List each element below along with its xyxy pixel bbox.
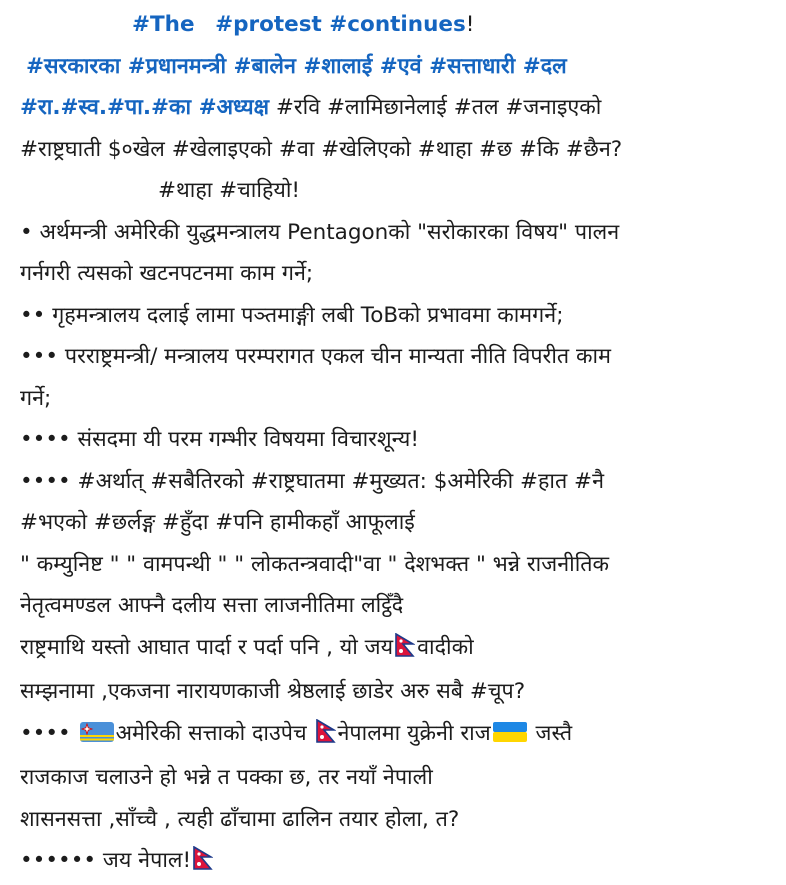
nepal-flag-icon — [316, 716, 336, 758]
text-us-strategy: अमेरिकी सत्ताको दाउपेच — [115, 720, 307, 746]
bullet-foreign-ministry-cont: गर्ने; — [20, 385, 52, 411]
text-line-question: #राष्ट्रघाती $०खेल #खेलाइएको #वा #खेलिएको #थाहा #छ #कि #छैन? — [20, 136, 623, 162]
text-line-jai-nepal — [20, 840, 766, 885]
text-ukraine-rule: नेपालमा युक्रेनी राज — [337, 720, 491, 746]
text-line-attack — [20, 627, 766, 672]
ukraine-flag-icon — [493, 716, 527, 758]
text-vadiko: वादीको — [417, 634, 474, 660]
hashtag-party-chair[interactable]: #रा.#स्व.#पा.#का #अध्यक्ष — [20, 95, 269, 120]
text-line-memory: सम्झनामा ,एकजना नारायणकाजी श्रेष्ठलाई छाडेर अरु सबै #चूप? — [20, 679, 526, 704]
hashtag-government-text[interactable]: #सरकारका #प्रधानमन्त्री #बालेन #शालाई #एवं #सत्ताधारी #दल — [26, 53, 567, 79]
hashtag-protest-continues[interactable]: #protest #continues — [215, 12, 466, 37]
hashtag-line-government[interactable] — [20, 46, 766, 88]
bullet-that-is: •••• #अर्थात् #सबैतिरको #राष्ट्रघातमा #मुख्यत: $अमेरिकी #हात #नै — [20, 468, 605, 494]
bullet-foreign-ministry: ••• परराष्ट्रमन्त्री/ मन्त्रालय परम्परागत एकल चीन मान्यता नीति विपरीत काम — [20, 344, 611, 369]
aruba-flag-icon — [80, 716, 114, 758]
bullet-finance-minister: • अर्थमन्त्री अमेरिकी युद्धमन्त्रालय Pentagonको "सरोकारका विषय" पालन — [20, 219, 620, 245]
text-ravi: #रवि #लामिछानेलाई #तल #जनाइएको — [269, 95, 602, 120]
text-line-ready: शासनसत्ता ,साँच्चै , त्यही ढाँचामा ढालिन तयार होला, त? — [20, 806, 460, 832]
text-line-labels: " कम्युनिष्ट " " वामपन्थी " " लोकतन्त्रवादी"वा " देशभक्त " भन्ने राजनीतिक — [20, 551, 610, 577]
text-attack: राष्ट्रमाथि यस्तो आघात पार्दा र पर्दा पनि , यो जय — [20, 634, 394, 660]
text-line-party-chair — [20, 87, 766, 129]
hashtag-the[interactable]: #The — [132, 12, 195, 37]
post-title — [20, 4, 766, 46]
bullet-finance-minister-cont: गर्नगरी त्यसको खटनपटनमा काम गर्ने; — [20, 261, 314, 286]
title-exclamation: ! — [465, 12, 475, 37]
nepal-flag-icon — [395, 630, 415, 672]
text-jai-nepal: •••••• जय नेपाल! — [20, 848, 192, 873]
text-line-need-know: #थाहा #चाहियो! — [158, 178, 301, 203]
text-bullets: •••• — [20, 720, 71, 746]
text-line-leadership: नेतृत्वमण्डल आफ्नै दलीय सत्ता लाजनीतिमा लट्ठिँदै — [20, 593, 404, 618]
text-line-strategy — [20, 713, 766, 758]
text-line-obvious: #भएको #छर्लङ्ग #हुँदा #पनि हामीकहाँ आफूलाई — [20, 510, 415, 535]
bullet-home-ministry: •• गृहमन्त्रालय दलाई लामा पञ्तमाङ्गी लबी ToBको प्रभावमा कामगर्ने; — [20, 302, 564, 328]
nepal-flag-icon — [193, 843, 213, 885]
bullet-parliament: •••• संसदमा यी परम गम्भीर विषयमा विचारशून्य! — [20, 427, 420, 452]
text-line-governance: राजकाज चलाउने हो भन्ने त पक्का छ, तर नयाँ नेपाली — [20, 765, 433, 790]
text-like: जस्तै — [528, 720, 573, 746]
